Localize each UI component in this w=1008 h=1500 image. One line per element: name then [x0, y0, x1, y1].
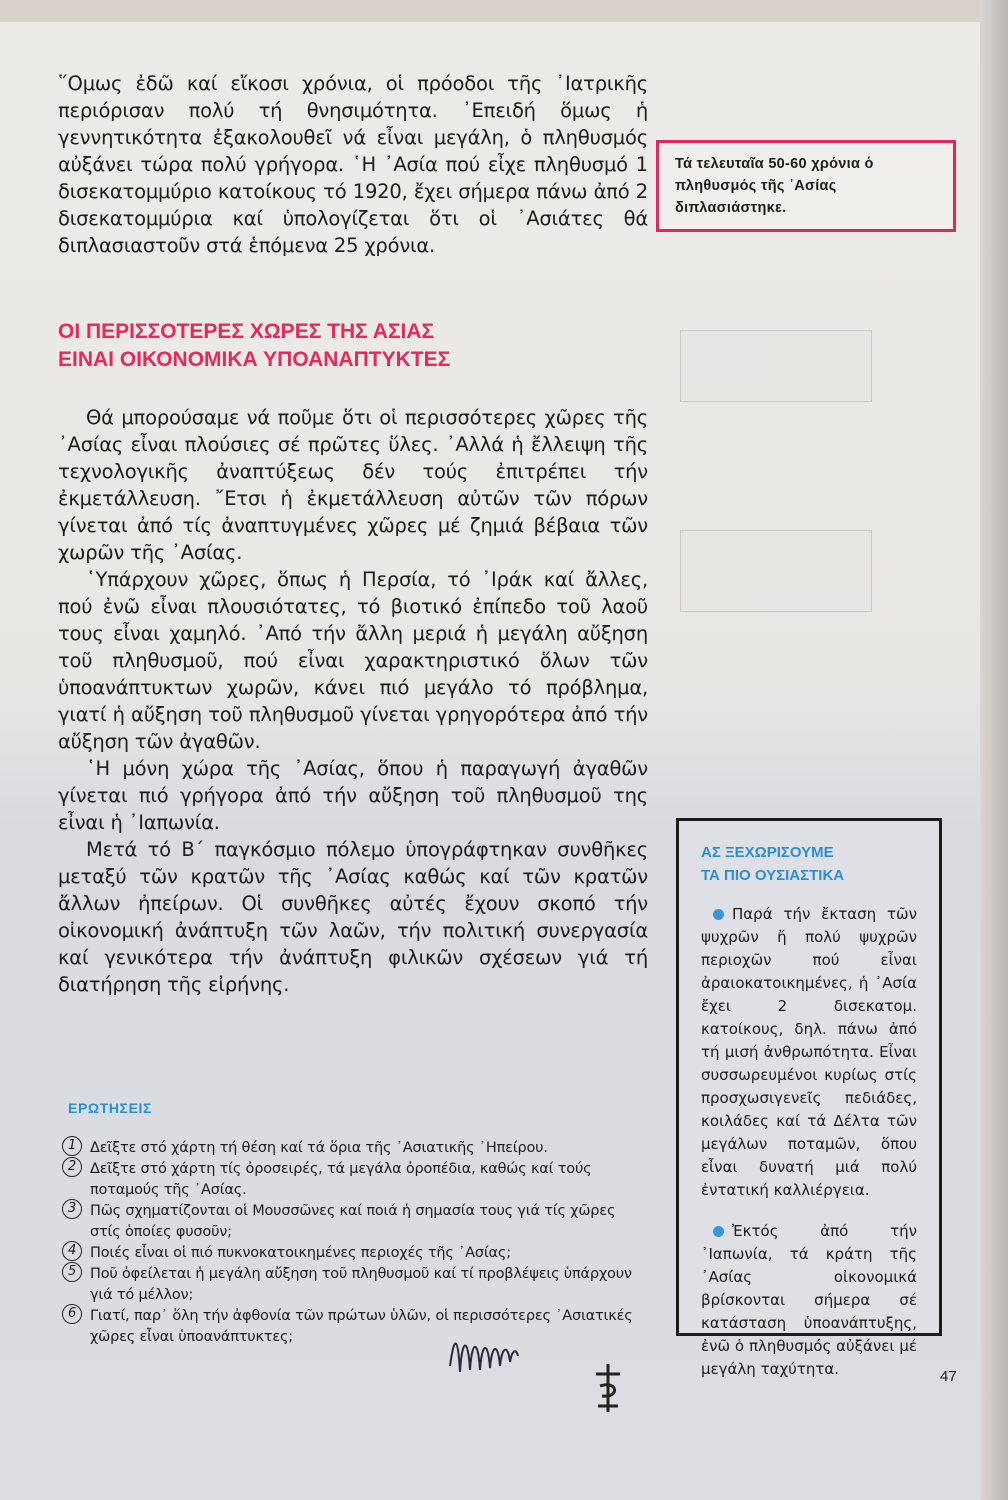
question-item [68, 1201, 638, 1243]
summary-title-line: ΑΣ ΞΕΧΩΡΙΣΟΥΜΕ [701, 844, 834, 861]
question-text: Δεῖξτε στό χάρτη τίς ὀροσειρές, τά μεγάλα ὀροπέδια, καθώς καί τούς ποταμούς τῆς ᾿Ασίας. [90, 1161, 592, 1198]
handwritten-signature [444, 1326, 544, 1380]
faded-margin-note [680, 330, 872, 402]
question-number: 6 [62, 1304, 82, 1324]
section-heading [58, 318, 648, 374]
question-text: Γιατί, παρ᾿ ὅλη τήν ἀφθονία τῶν πρώτων ὑλῶν, οἱ περισσότερες ᾿Ασιατικές χῶρες εἶναι ὑποανάπτυκτες; [90, 1308, 633, 1345]
summary-bullet-text: Παρά τήν ἔκταση τῶν ψυχρῶν ἤ πολύ ψυχρῶν περιοχῶν πού εἶναι ἀραιοκατοικημένες, ἡ ᾿Ασία ἔχει 2 δισεκατομ. κατοίκους, δηλ. πάνω ἀπό τή μισή ἀνθρωπότητα. Εἶναι συσσωρευμένοι κυρίως στίς προσχωσιγενεῖς πεδιάδες, κοιλάδες καί τά Δέλτα τῶν μεγάλων ποταμῶν, ὅπου εἶναι δυνατή μιά πολύ ἐντατική καλλιέργεια. [701, 905, 917, 1199]
question-number: 5 [62, 1262, 82, 1282]
summary-bullet [701, 1220, 917, 1381]
callout-text: Τά τελευταῖα 50-60 χρόνια ὁ πληθυσμός τῆς ᾿Ασίας διπλασιάστηκε. [675, 156, 874, 216]
question-item [68, 1306, 638, 1348]
question-text: Ποῦ ὀφείλεται ἡ μεγάλη αὔξηση τοῦ πληθυσμοῦ καί τί προβλέψεις ὑπάρχουν γιά τό μέλλον; [90, 1266, 632, 1303]
page-number: 47 [940, 1368, 957, 1385]
question-item [68, 1138, 638, 1159]
faded-margin-note [680, 530, 872, 612]
section-paragraph: ῾Η μόνη χώρα τῆς ᾿Ασίας, ὅπου ἡ παραγωγή ἀγαθῶν γίνεται πιό γρήγορα ἀπό τήν αὔξηση τοῦ πληθυσμοῦ της εἶναι ἡ ᾿Ιαπωνία. [58, 757, 648, 834]
summary-title-line: ΤΑ ΠΙΟ ΟΥΣΙΑΣΤΙΚΑ [701, 867, 845, 884]
question-text: Δεῖξτε στό χάρτη τή θέση καί τά ὅρια τῆς ᾿Ασιατικῆς ᾿Ηπείρου. [90, 1140, 548, 1156]
question-number: 4 [62, 1241, 82, 1261]
summary-bullet-text: Ἐκτός ἀπό τήν ᾿Ιαπωνία, τά κράτη τῆς ᾿Ασίας οἰκονομικά βρίσκονται σήμερα σέ κατάσταση ὑποανάπτυξης, ἐνῶ ὁ πληθυσμός αὐξάνει μέ μεγάλη ταχύτητα. [701, 1222, 917, 1378]
question-text: Πῶς σχηματίζονται οἱ Μουσσῶνες καί ποιά ἡ σημασία τους γιά τίς χῶρες στίς ὁποίες φυσοῦν; [90, 1203, 616, 1240]
publisher-stamp-icon [588, 1360, 628, 1416]
section-paragraph: ῾Υπάρχουν χῶρες, ὅπως ἡ Περσία, τό ᾿Ιράκ καί ἄλλες, πού ἐνῶ εἶναι πλουσιότατες, τό βιοτικό ἐπίπεδο τοῦ λαοῦ τους εἶναι χαμηλό. ᾿Από τήν ἄλλη μεριά ἡ μεγάλη αὔξηση τοῦ πληθυσμοῦ, πού εἶναι χαρακτηριστικό ὅλων τῶν ὑποανάπτυκτων χωρῶν, κάνει πιό μεγάλο τό πρόβλημα, γιατί ἡ αὔξηση τοῦ πληθυσμοῦ γίνεται γρηγορότερα ἀπό τήν αὔξηση τῶν ἀγαθῶν. [58, 568, 648, 753]
summary-box [676, 818, 942, 1378]
questions-title: ΕΡΩΤΗΣΕΙΣ [68, 1100, 152, 1116]
summary-title [701, 841, 917, 887]
question-item [68, 1159, 638, 1201]
population-callout-box [656, 140, 956, 232]
summary-bullet [701, 903, 917, 1202]
intro-block [58, 70, 648, 259]
question-number: 3 [62, 1199, 82, 1219]
questions-section [68, 1100, 638, 1348]
section-paragraph: Μετά τό Β΄ παγκόσμιο πόλεμο ὑπογράφτηκαν συνθῆκες μεταξύ τῶν κρατῶν τῆς ᾿Ασίας καθώς καί τῶν κρατῶν ἄλλων ἠπείρων. Οἱ συνθῆκες αὐτές ἔχουν σκοπό τήν οἰκονομική ἀνάπτυξη τῶν λαῶν, τήν πολιτική συνεργασία καί γενικότερα τήν ἀνάπτυξη φιλικῶν σχέσεων γιά τή διατήρηση τῆς εἰρήνης. [58, 838, 648, 996]
intro-paragraph: ῞Ομως ἐδῶ καί εἴκοσι χρόνια, οἱ πρόοδοι τῆς ᾿Ιατρικῆς περιόρισαν πολύ τή θνησιμότητα. ᾿Επειδή ὅμως ἡ γεννητικότητα ἐξακολουθεῖ νά εἶναι μεγάλη, ὁ πληθυσμός αὐξάνει τώρα πολύ γρήγορα. ῾Η ᾿Ασία πού εἶχε πληθυσμό 1 δισεκατομμύριο κατοίκους τό 1920, ἔχει σήμερα πάνω ἀπό 2 δισεκατομμύρια καί ὑπολογίζεται ὅτι οἱ ᾿Ασιάτες θά διπλασιαστοῦν στά ἑπόμενα 25 χρόνια. [58, 72, 648, 257]
section-underdeveloped [58, 318, 648, 998]
page-right-edge [980, 0, 1008, 1500]
question-item [68, 1264, 638, 1306]
question-item [68, 1243, 638, 1264]
question-text: Ποιές εἶναι οἱ πιό πυκνοκατοικημένες περιοχές τῆς ᾿Ασίας; [90, 1245, 511, 1261]
section-heading-line: ΟΙ ΠΕΡΙΣΣΟΤΕΡΕΣ ΧΩΡΕΣ ΤΗΣ ΑΣΙΑΣ [58, 320, 435, 343]
bullet-dot-icon [713, 1226, 724, 1237]
section-paragraph: Θά μπορούσαμε νά ποῦμε ὅτι οἱ περισσότερες χῶρες τῆς ᾿Ασίας εἶναι πλούσιες σέ πρῶτες ὕλες. ᾿Αλλά ἡ ἔλλειψη τῆς τεχνολογικῆς ἀναπτύξεως δέν τούς ἐπιτρέπει τήν ἐκμετάλλευση. ῎Ετσι ἡ ἐκμετάλλευση αὐτῶν τῶν πόρων γίνεται ἀπό τίς ἀναπτυγμένες χῶρες μέ ζημιά βέβαια τῶν χωρῶν τῆς ᾿Ασίας. [58, 406, 648, 564]
question-number: 2 [62, 1157, 82, 1177]
bullet-dot-icon [713, 909, 724, 920]
question-number: 1 [62, 1136, 82, 1156]
section-heading-line: ΕΙΝΑΙ ΟΙΚΟΝΟΜΙΚΑ ΥΠΟΑΝΑΠΤΥΚΤΕΣ [58, 348, 451, 371]
page-top-edge [0, 0, 1008, 22]
